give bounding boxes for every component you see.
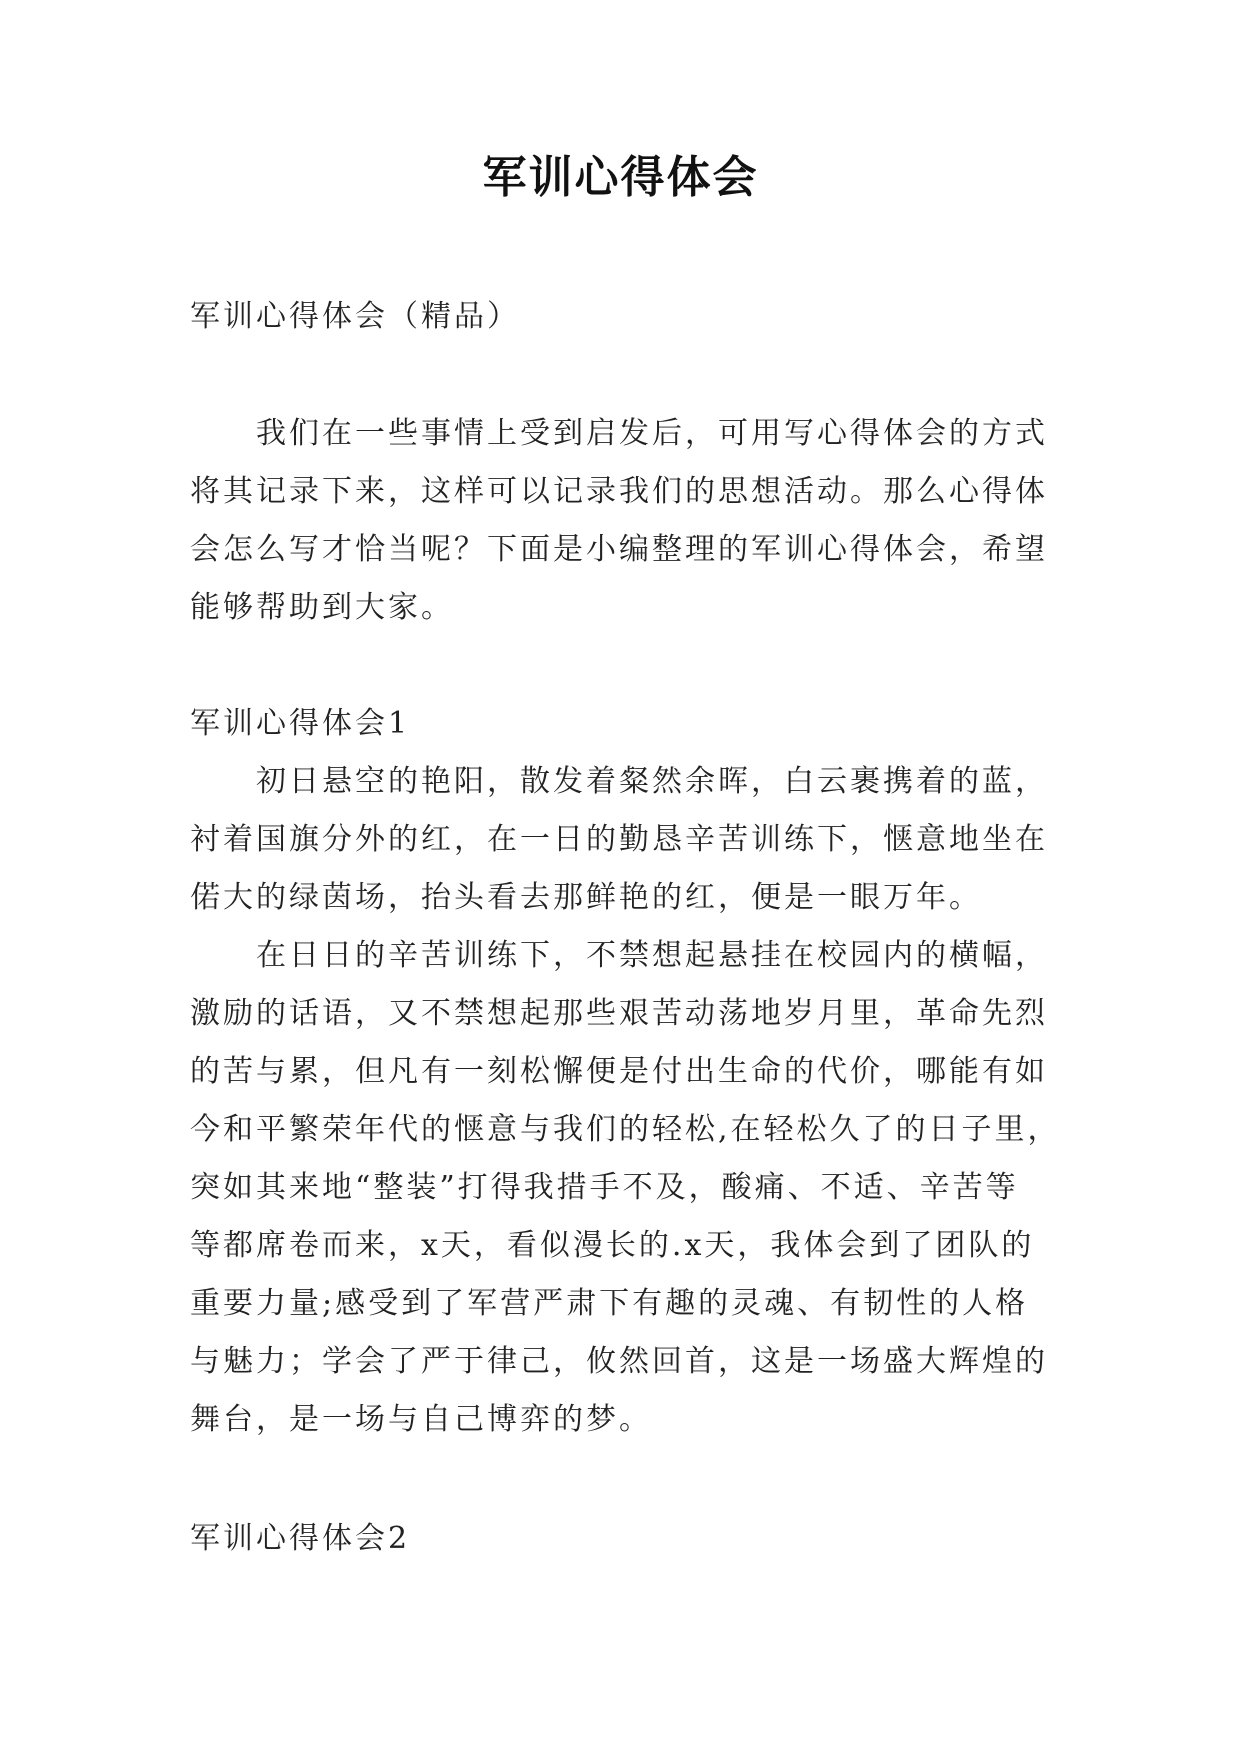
section-heading: 军训心得体会2 <box>190 1521 411 1556</box>
document-subtitle: 军训心得体会（精品） <box>190 299 520 334</box>
paragraph-line: 在日日的辛苦训练下，不禁想起悬挂在校园内的横幅， <box>256 938 1048 973</box>
section-paragraph <box>190 753 1050 927</box>
paragraph-line: 激励的话语，又不禁想起那些艰苦动荡地岁月里，革命先烈 <box>190 996 1048 1031</box>
paragraph-line: 的苦与累，但凡有一刻松懈便是付出生命的代价，哪能有如 <box>190 1054 1048 1089</box>
paragraph-line: 偌大的绿茵场，抬头看去那鲜艳的红，便是一眼万年。 <box>190 880 982 915</box>
intro-paragraph <box>190 405 1050 637</box>
paragraph-line: 舞台，是一场与自己博弈的梦。 <box>190 1402 652 1437</box>
document-title: 军训心得体会 <box>482 152 759 203</box>
paragraph-line: 初日悬空的艳阳，散发着粲然余晖，白云裹携着的蓝， <box>256 764 1048 799</box>
intro-line: 将其记录下来，这样可以记录我们的思想活动。那么心得体 <box>190 474 1048 509</box>
paragraph-line: 今和平繁荣年代的惬意与我们的轻松,在轻松久了的日子里， <box>190 1112 1061 1147</box>
section-2 <box>190 1510 1050 1568</box>
paragraph-line: 与魅力；学会了严于律己，攸然回首，这是一场盛大辉煌的 <box>190 1344 1048 1379</box>
intro-line: 我们在一些事情上受到启发后，可用写心得体会的方式 <box>256 416 1048 451</box>
section-1 <box>190 695 1061 1449</box>
section-heading: 军训心得体会1 <box>190 706 411 741</box>
intro-line: 会怎么写才恰当呢？下面是小编整理的军训心得体会，希望 <box>190 532 1048 567</box>
paragraph-line: 衬着国旗分外的红，在一日的勤恳辛苦训练下，惬意地坐在 <box>190 822 1048 857</box>
paragraph-line: 突如其来地“整装”打得我措手不及，酸痛、不适、辛苦等 <box>190 1170 1019 1205</box>
intro-line: 能够帮助到大家。 <box>190 590 454 625</box>
section-paragraph <box>190 927 1061 1449</box>
paragraph-line: 等都席卷而来，x天，看似漫长的.x天，我体会到了团队的 <box>190 1228 1035 1263</box>
paragraph-line: 重要力量;感受到了军营严肃下有趣的灵魂、有韧性的人格 <box>190 1286 1029 1321</box>
